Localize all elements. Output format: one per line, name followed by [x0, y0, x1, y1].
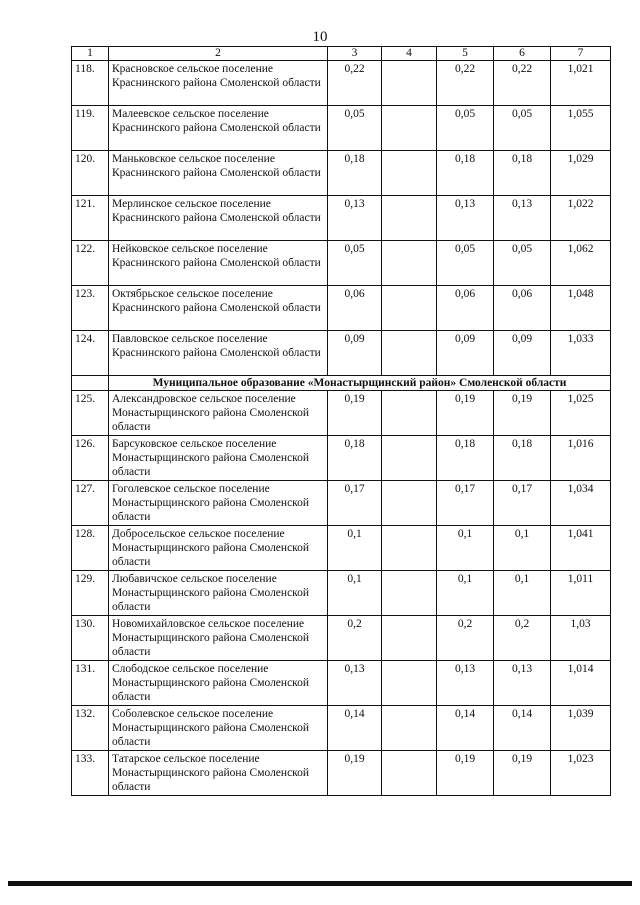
col3-value: 0,09 [328, 331, 382, 376]
col7-value: 1,062 [551, 241, 611, 286]
col6-value: 0,18 [494, 151, 551, 196]
table-row [72, 751, 611, 796]
col3-value: 0,18 [328, 436, 382, 481]
col3-value: 0,05 [328, 241, 382, 286]
header-col-5: 5 [437, 47, 494, 61]
col5-value: 0,19 [437, 751, 494, 796]
col7-value: 1,022 [551, 196, 611, 241]
col5-value: 0,22 [437, 61, 494, 106]
col3-value: 0,05 [328, 106, 382, 151]
header-row [72, 47, 611, 61]
row-number: 118. [72, 61, 109, 106]
col4-value [382, 391, 437, 436]
table-row [72, 706, 611, 751]
header-col-1: 1 [72, 47, 109, 61]
settlement-name: Павловское сельское поселение Краснинского района Смоленской области [109, 331, 328, 376]
col4-value [382, 151, 437, 196]
row-number: 133. [72, 751, 109, 796]
col3-value: 0,18 [328, 151, 382, 196]
col4-value [382, 616, 437, 661]
settlement-name: Добросельское сельское поселение Монастырщинского района Смоленской области [109, 526, 328, 571]
col4-value [382, 706, 437, 751]
col7-value: 1,039 [551, 706, 611, 751]
table-row [72, 286, 611, 331]
header-col-3: 3 [328, 47, 382, 61]
table-row [72, 436, 611, 481]
col3-value: 0,13 [328, 661, 382, 706]
col7-value: 1,034 [551, 481, 611, 526]
col7-value: 1,025 [551, 391, 611, 436]
page-number: 10 [312, 29, 328, 45]
row-number: 124. [72, 331, 109, 376]
col5-value: 0,19 [437, 391, 494, 436]
row-number: 122. [72, 241, 109, 286]
settlement-name: Александровское сельское поселение Монастырщинского района Смоленской области [109, 391, 328, 436]
table-row [72, 391, 611, 436]
row-number: 128. [72, 526, 109, 571]
row-number: 127. [72, 481, 109, 526]
col7-value: 1,023 [551, 751, 611, 796]
col6-value: 0,17 [494, 481, 551, 526]
table-row [72, 61, 611, 106]
col5-value: 0,05 [437, 241, 494, 286]
col4-value [382, 481, 437, 526]
row-number: 121. [72, 196, 109, 241]
col6-value: 0,09 [494, 331, 551, 376]
col3-value: 0,19 [328, 391, 382, 436]
table-row [72, 526, 611, 571]
col3-value: 0,19 [328, 751, 382, 796]
settlement-name: Красновское сельское поселение Краснинского района Смоленской области [109, 61, 328, 106]
col6-value: 0,14 [494, 706, 551, 751]
col6-value: 0,2 [494, 616, 551, 661]
col6-value: 0,22 [494, 61, 551, 106]
header-col-4: 4 [382, 47, 437, 61]
col3-value: 0,22 [328, 61, 382, 106]
col6-value: 0,13 [494, 661, 551, 706]
col7-value: 1,014 [551, 661, 611, 706]
settlement-name: Барсуковское сельское поселение Монастырщинского района Смоленской области [109, 436, 328, 481]
col4-value [382, 571, 437, 616]
col6-value: 0,13 [494, 196, 551, 241]
col4-value [382, 196, 437, 241]
col3-value: 0,17 [328, 481, 382, 526]
table-row [72, 481, 611, 526]
table-row [72, 241, 611, 286]
col4-value [382, 526, 437, 571]
col7-value: 1,016 [551, 436, 611, 481]
col5-value: 0,18 [437, 151, 494, 196]
col6-value: 0,19 [494, 751, 551, 796]
col5-value: 0,14 [437, 706, 494, 751]
col7-value: 1,041 [551, 526, 611, 571]
col5-value: 0,1 [437, 526, 494, 571]
data-table [71, 46, 611, 796]
col3-value: 0,14 [328, 706, 382, 751]
table-row [72, 616, 611, 661]
table-row [72, 106, 611, 151]
row-number: 123. [72, 286, 109, 331]
col3-value: 0,1 [328, 526, 382, 571]
header-col-7: 7 [551, 47, 611, 61]
col7-value: 1,029 [551, 151, 611, 196]
table-row [72, 151, 611, 196]
row-number: 125. [72, 391, 109, 436]
col3-value: 0,1 [328, 571, 382, 616]
col4-value [382, 331, 437, 376]
col5-value: 0,06 [437, 286, 494, 331]
col6-value: 0,19 [494, 391, 551, 436]
col4-value [382, 751, 437, 796]
col4-value [382, 241, 437, 286]
col6-value: 0,18 [494, 436, 551, 481]
settlement-name: Слободское сельское поселение Монастырщинского района Смоленской области [109, 661, 328, 706]
col5-value: 0,17 [437, 481, 494, 526]
table-body-krasninsky [72, 61, 611, 376]
row-number: 132. [72, 706, 109, 751]
col7-value: 1,033 [551, 331, 611, 376]
region-section [72, 376, 611, 391]
header-col-6: 6 [494, 47, 551, 61]
col3-value: 0,13 [328, 196, 382, 241]
region-heading: Муниципальное образование «Монастырщинский район» Смоленской области [109, 376, 611, 391]
col7-value: 1,055 [551, 106, 611, 151]
col5-value: 0,2 [437, 616, 494, 661]
col4-value [382, 106, 437, 151]
col3-value: 0,2 [328, 616, 382, 661]
settlement-name: Любавичское сельское поселение Монастырщинского района Смоленской области [109, 571, 328, 616]
col6-value: 0,05 [494, 106, 551, 151]
col7-value: 1,011 [551, 571, 611, 616]
col6-value: 0,1 [494, 571, 551, 616]
col4-value [382, 286, 437, 331]
col4-value [382, 661, 437, 706]
table-body-monastyrshchinsky [72, 391, 611, 796]
col3-value: 0,06 [328, 286, 382, 331]
col5-value: 0,09 [437, 331, 494, 376]
col5-value: 0,13 [437, 196, 494, 241]
row-number: 119. [72, 106, 109, 151]
settlement-name: Гоголевское сельское поселение Монастырщинского района Смоленской области [109, 481, 328, 526]
col6-value: 0,05 [494, 241, 551, 286]
settlement-name: Татарское сельское поселение Монастырщинского района Смоленской области [109, 751, 328, 796]
table-row [72, 661, 611, 706]
settlement-name: Октябрьское сельское поселение Краснинского района Смоленской области [109, 286, 328, 331]
settlement-name: Новомихайловское сельское поселение Монастырщинского района Смоленской области [109, 616, 328, 661]
settlement-name: Малеевское сельское поселение Краснинского района Смоленской области [109, 106, 328, 151]
settlement-name: Нейковское сельское поселение Краснинского района Смоленской области [109, 241, 328, 286]
col5-value: 0,18 [437, 436, 494, 481]
region-heading-spacer [72, 376, 109, 391]
table-row [72, 571, 611, 616]
col6-value: 0,06 [494, 286, 551, 331]
col7-value: 1,03 [551, 616, 611, 661]
bottom-rule [8, 881, 632, 886]
col4-value [382, 436, 437, 481]
row-number: 130. [72, 616, 109, 661]
col6-value: 0,1 [494, 526, 551, 571]
col7-value: 1,021 [551, 61, 611, 106]
col4-value [382, 61, 437, 106]
col5-value: 0,13 [437, 661, 494, 706]
col5-value: 0,05 [437, 106, 494, 151]
table-row [72, 331, 611, 376]
row-number: 131. [72, 661, 109, 706]
region-heading-row [72, 376, 611, 391]
row-number: 120. [72, 151, 109, 196]
table-row [72, 196, 611, 241]
col7-value: 1,048 [551, 286, 611, 331]
table-header [72, 47, 611, 61]
row-number: 126. [72, 436, 109, 481]
settlement-name: Мерлинское сельское поселение Краснинского района Смоленской области [109, 196, 328, 241]
settlement-name: Соболевское сельское поселение Монастырщинского района Смоленской области [109, 706, 328, 751]
row-number: 129. [72, 571, 109, 616]
header-col-2: 2 [109, 47, 328, 61]
settlement-name: Маньковское сельское поселение Краснинского района Смоленской области [109, 151, 328, 196]
col5-value: 0,1 [437, 571, 494, 616]
